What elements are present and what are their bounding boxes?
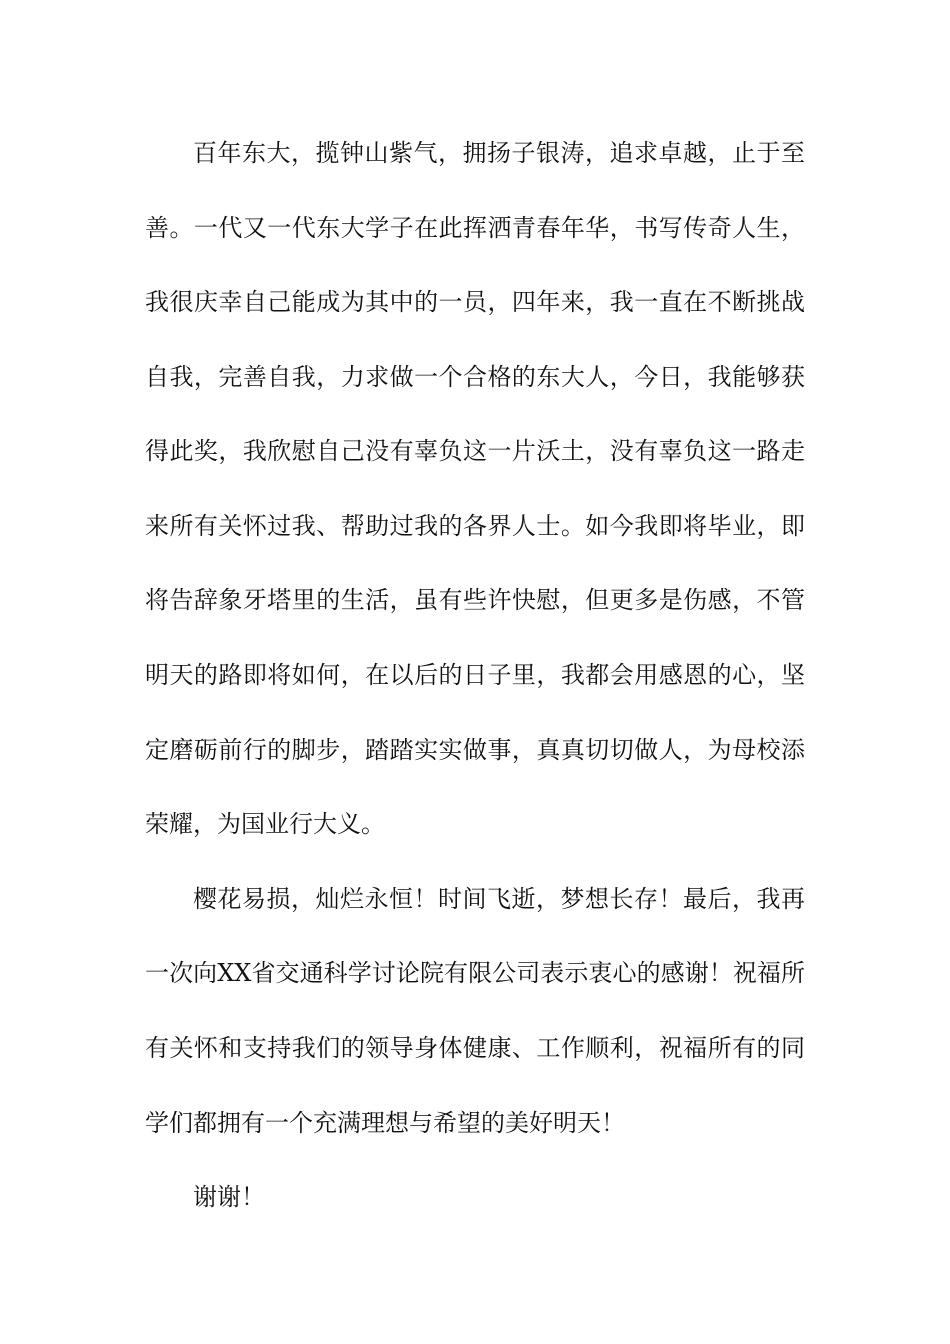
paragraph-1-line-6: 来所有关怀过我、帮助过我的各界人士。如今我即将毕业，即 [145,512,805,540]
paragraph-1-line-4: 自我，完善自我，力求做一个合格的东大人，今日，我能够获 [145,363,805,391]
paragraph-3-line-1: 谢谢！ [193,1183,265,1211]
paragraph-2-line-4: 学们都拥有一个充满理想与希望的美好明天！ [145,1109,625,1137]
paragraph-2-line-2: 一次向XX省交通科学讨论院有限公司表示衷心的感谢！祝福所 [145,959,805,987]
paragraph-1-line-3: 我很庆幸自己能成为其中的一员，四年来，我一直在不断挑战 [145,288,805,316]
paragraph-2-line-1: 樱花易损，灿烂永恒！时间飞逝，梦想长存！最后，我再 [193,885,805,913]
paragraph-1-line-8: 明天的路即将如何，在以后的日子里，我都会用感恩的心，坚 [145,661,805,689]
paragraph-1-line-1: 百年东大，揽钟山紫气，拥扬子银涛，追求卓越，止于至 [193,139,805,167]
paragraph-1-line-10: 荣耀，为国业行大义。 [145,810,385,838]
paragraph-2-line-3: 有关怀和支持我们的领导身体健康、工作顺利，祝福所有的同 [145,1034,805,1062]
paragraph-1-line-9: 定磨砺前行的脚步，踏踏实实做事，真真切切做人，为母校添 [145,736,805,764]
paragraph-1-line-7: 将告辞象牙塔里的生活，虽有些许快慰，但更多是伤感，不管 [145,586,805,614]
paragraph-1-line-5: 得此奖，我欣慰自己没有辜负这一片沃土，没有辜负这一路走 [145,437,805,465]
paragraph-1-line-2: 善。一代又一代东大学子在此挥洒青春年华，书写传奇人生， [145,214,805,242]
